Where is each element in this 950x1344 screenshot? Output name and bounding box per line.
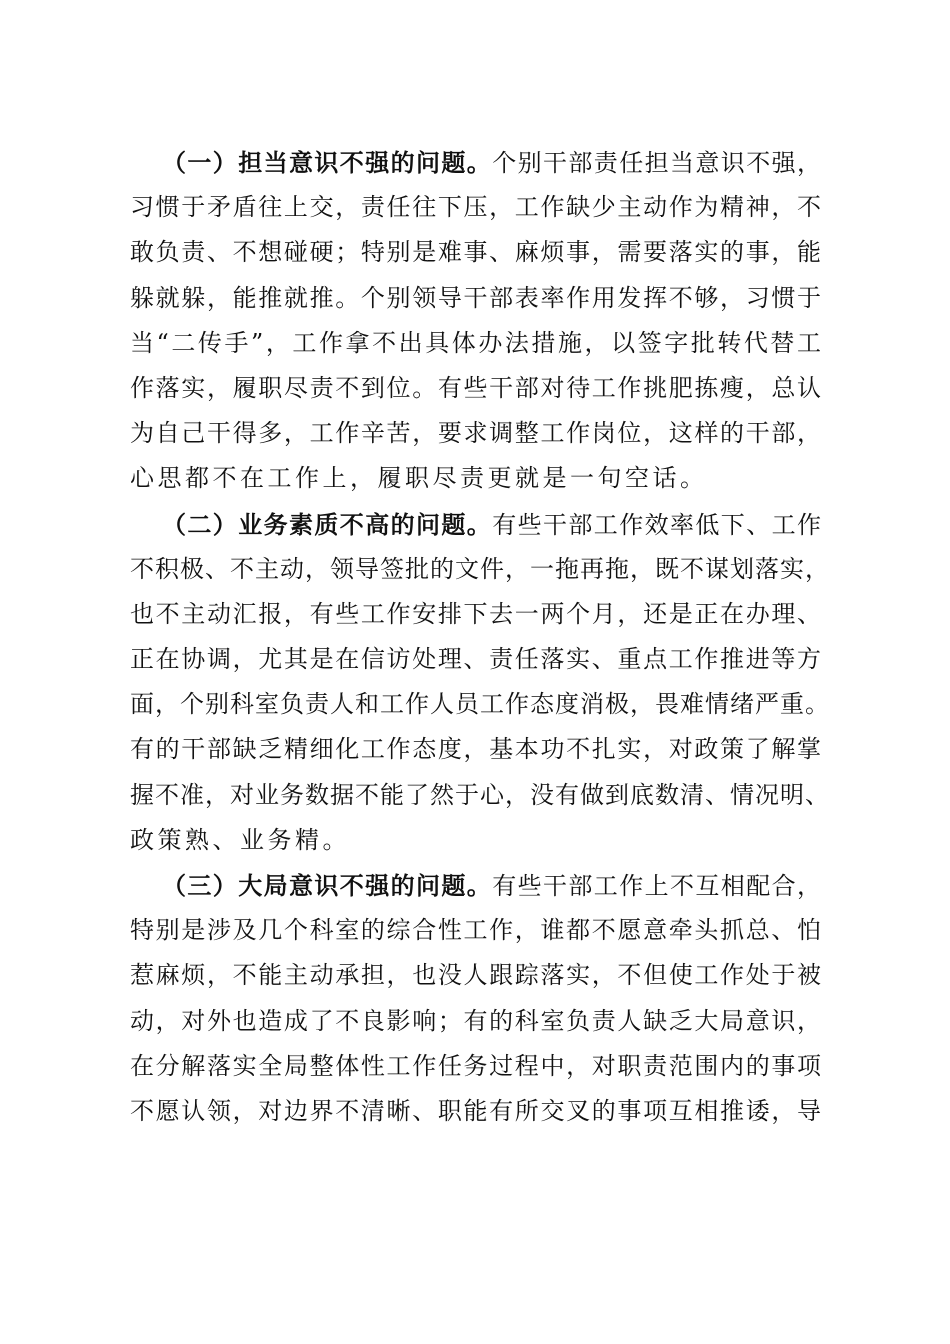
line-text: 敢负责、不想碰硬；特别是难事、麻烦事，需要落实的事，能 [130, 238, 822, 267]
line-text: 有的干部缺乏精细化工作态度，基本功不扎实，对政策了解掌 [130, 735, 822, 764]
text-line [130, 637, 822, 682]
paragraph [130, 863, 822, 1134]
line-text: 握不准，对业务数据不能了然于心，没有做到底数清、情况明、 [130, 780, 830, 809]
line-text: 个别干部责任担当意识不强， [492, 149, 823, 177]
text-line [130, 321, 822, 366]
line-text: 习惯于矛盾往上交，责任往下压，工作缺少主动作为精神，不 [130, 193, 822, 222]
line-text: 不积极、不主动，领导签批的文件，一拖再拖，既不谋划落实， [130, 554, 830, 583]
text-line [130, 818, 822, 863]
section-heading: （二）业务素质不高的问题。 [162, 509, 493, 539]
text-line [130, 502, 822, 547]
text-line [130, 366, 822, 411]
line-text: 心思都不在工作上，履职尽责更就是一句空话。 [130, 464, 708, 493]
line-text: 政策熟、业务精。 [130, 825, 350, 854]
line-text: 躲就躲，能推就推。个别领导干部表率作用发挥不够，习惯于 [130, 283, 822, 312]
text-line [130, 411, 822, 456]
section-heading: （一）担当意识不强的问题。 [162, 148, 493, 177]
line-text: 面，个别科室负责人和工作人员工作态度消极，畏难情绪严重。 [130, 690, 830, 719]
line-text: 特别是涉及几个科室的综合性工作，谁都不愿意牵头抓总、怕 [130, 916, 822, 945]
line-text: 不愿认领，对边界不清晰、职能有所交叉的事项互相推诿，导 [130, 1096, 822, 1125]
text-line [130, 863, 822, 908]
text-line [130, 547, 830, 592]
text-line [130, 185, 822, 230]
line-text: 也不主动汇报，有些工作安排下去一两个月，还是正在办理、 [130, 599, 822, 628]
text-line [130, 682, 830, 727]
paragraph [130, 140, 822, 502]
line-text: 为自己干得多，工作辛苦，要求调整工作岗位，这样的干部， [130, 419, 822, 448]
document-page [130, 140, 830, 1134]
line-text: 动，对外也造成了不良影响；有的科室负责人缺乏大局意识， [130, 1006, 822, 1035]
text-line [130, 908, 822, 953]
text-line [130, 140, 822, 185]
line-text: 惹麻烦，不能主动承担，也没人跟踪落实，不但使工作处于被 [130, 961, 822, 990]
line-text: 有些干部工作效率低下、工作 [492, 510, 823, 539]
line-text: 有些干部工作上不互相配合， [492, 872, 823, 900]
text-line [130, 773, 830, 818]
text-line [130, 999, 822, 1044]
text-line [130, 456, 822, 501]
line-text: 正在协调，尤其是在信访处理、责任落实、重点工作推进等方 [130, 645, 822, 674]
text-line [130, 953, 822, 998]
line-text: 当“二传手”，工作拿不出具体办法措施，以签字批转代替工 [130, 328, 822, 357]
paragraph [130, 502, 830, 864]
text-line [130, 592, 822, 637]
line-text: 作落实，履职尽责不到位。有些干部对待工作挑肥拣瘦，总认 [130, 373, 822, 402]
text-line [130, 1089, 822, 1134]
text-line [130, 230, 822, 275]
text-line [130, 1044, 822, 1089]
line-text: 在分解落实全局整体性工作任务过程中，对职责范围内的事项 [130, 1051, 822, 1080]
text-line [130, 276, 822, 321]
section-heading: （三）大局意识不强的问题。 [162, 871, 493, 900]
text-line [130, 727, 822, 772]
